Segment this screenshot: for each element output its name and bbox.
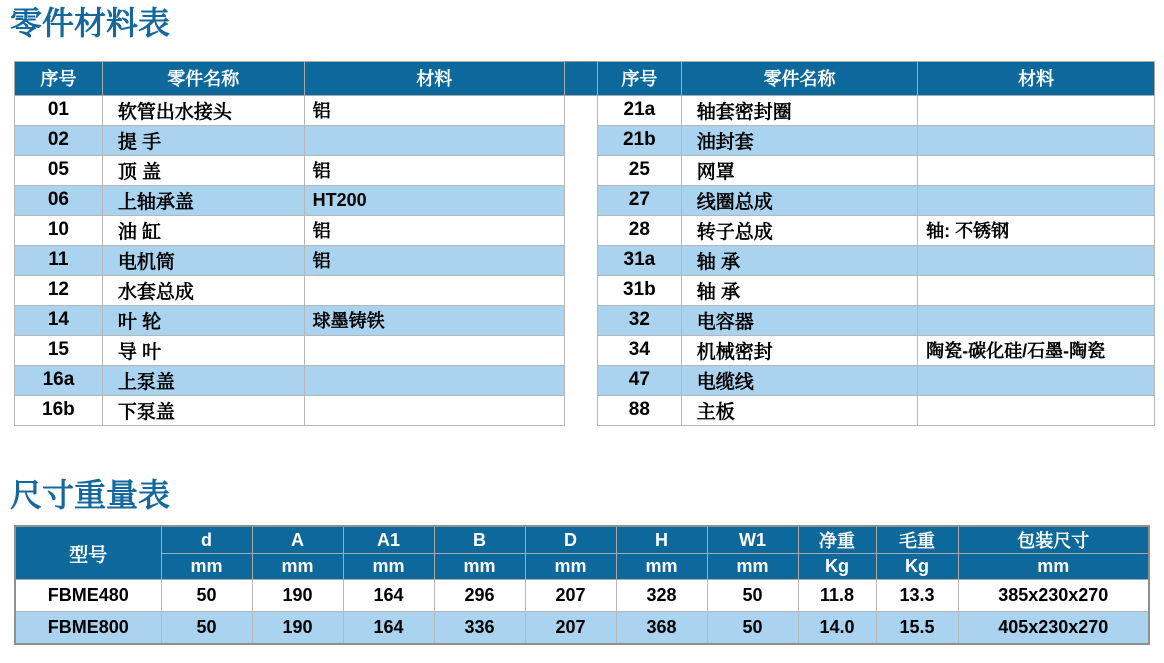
part-name: 轴 承: [681, 275, 917, 305]
col-header-net-weight: 净重: [798, 526, 876, 554]
value-net-weight: 11.8: [798, 580, 876, 612]
col-header-name: 零件名称: [681, 61, 917, 95]
col-header-no: 序号: [597, 61, 681, 95]
unit-H: mm: [616, 554, 707, 580]
parts-table-title: 零件材料表: [10, 5, 171, 41]
header-row: [597, 61, 1154, 95]
part-name: 线圈总成: [681, 185, 917, 215]
part-name: 主板: [681, 395, 917, 425]
size-weight-table: [14, 525, 1150, 645]
header-row-labels: [15, 526, 1149, 554]
part-no: 34: [597, 335, 681, 365]
value-W1: 50: [707, 612, 798, 645]
value-A1: 164: [343, 612, 434, 645]
part-no: 21a: [597, 95, 681, 125]
part-no: 88: [597, 395, 681, 425]
unit-A1: mm: [343, 554, 434, 580]
part-no: 25: [597, 155, 681, 185]
col-header-no: 序号: [15, 61, 103, 95]
table-row: [597, 305, 1154, 335]
unit-W1: mm: [707, 554, 798, 580]
table-row: [597, 95, 1154, 125]
part-name: 水套总成: [102, 275, 304, 305]
part-material: [918, 95, 1155, 125]
part-no: 27: [597, 185, 681, 215]
part-name: 电缆线: [681, 365, 917, 395]
part-no: 31b: [597, 275, 681, 305]
part-no: 12: [15, 275, 103, 305]
parts-table-right: [597, 61, 1155, 426]
part-no: 47: [597, 365, 681, 395]
value-package-size: 385x230x270: [958, 580, 1149, 612]
value-D: 207: [525, 580, 616, 612]
model-name: FBME800: [15, 612, 161, 645]
value-W1: 50: [707, 580, 798, 612]
part-name: 轴 承: [681, 245, 917, 275]
part-material: 陶瓷-碳化硅/石墨-陶瓷: [918, 335, 1155, 365]
part-name: 电容器: [681, 305, 917, 335]
size-weight-table-title: 尺寸重量表: [10, 476, 171, 513]
part-name: 油 缸: [102, 215, 304, 245]
value-package-size: 405x230x270: [958, 612, 1149, 645]
part-name: 机械密封: [681, 335, 917, 365]
value-d: 50: [161, 580, 252, 612]
part-name: 网罩: [681, 155, 917, 185]
part-name: 上泵盖: [102, 365, 304, 395]
table-row: [15, 275, 565, 305]
value-d: 50: [161, 612, 252, 645]
part-no: 28: [597, 215, 681, 245]
table-row: [15, 395, 565, 425]
table-row: [597, 275, 1154, 305]
table-gap-spacer: [565, 61, 597, 426]
table-row: [15, 125, 565, 155]
part-material: 铝: [304, 95, 564, 125]
col-header-A: A: [252, 526, 343, 554]
part-material: [918, 245, 1155, 275]
value-gross-weight: 13.3: [876, 580, 958, 612]
part-material: [304, 365, 564, 395]
value-A: 190: [252, 612, 343, 645]
part-no: 14: [15, 305, 103, 335]
part-material: [918, 305, 1155, 335]
unit-package-size: mm: [958, 554, 1149, 580]
col-header-B: B: [434, 526, 525, 554]
part-material: [918, 155, 1155, 185]
part-material: [304, 395, 564, 425]
part-material: [918, 185, 1155, 215]
table-row: [15, 155, 565, 185]
table-row: [15, 612, 1149, 645]
part-material: 球墨铸铁: [304, 305, 564, 335]
parts-material-tables: [14, 61, 1155, 426]
table-row: [597, 155, 1154, 185]
part-no: 15: [15, 335, 103, 365]
table-gap-spacer-header: [565, 61, 597, 96]
col-header-name: 零件名称: [102, 61, 304, 95]
value-net-weight: 14.0: [798, 612, 876, 645]
table-row: [597, 335, 1154, 365]
part-no: 31a: [597, 245, 681, 275]
table-row: [597, 185, 1154, 215]
part-material: HT200: [304, 185, 564, 215]
value-H: 368: [616, 612, 707, 645]
part-no: 32: [597, 305, 681, 335]
value-B: 336: [434, 612, 525, 645]
table-row: [597, 395, 1154, 425]
col-header-material: 材料: [918, 61, 1155, 95]
unit-d: mm: [161, 554, 252, 580]
value-D: 207: [525, 612, 616, 645]
table-row: [15, 335, 565, 365]
part-material: [304, 275, 564, 305]
value-B: 296: [434, 580, 525, 612]
col-header-W1: W1: [707, 526, 798, 554]
parts-table-left: [14, 61, 565, 426]
part-material: [918, 365, 1155, 395]
table-row: [15, 245, 565, 275]
table-row: [597, 125, 1154, 155]
unit-A: mm: [252, 554, 343, 580]
value-H: 328: [616, 580, 707, 612]
value-A1: 164: [343, 580, 434, 612]
part-no: 16a: [15, 365, 103, 395]
part-name: 提 手: [102, 125, 304, 155]
part-material: 铝: [304, 245, 564, 275]
part-no: 10: [15, 215, 103, 245]
part-name: 下泵盖: [102, 395, 304, 425]
table-row: [597, 215, 1154, 245]
table-row: [597, 245, 1154, 275]
col-header-A1: A1: [343, 526, 434, 554]
part-material: [918, 395, 1155, 425]
value-A: 190: [252, 580, 343, 612]
part-material: 铝: [304, 155, 564, 185]
unit-gross-weight: Kg: [876, 554, 958, 580]
part-name: 上轴承盖: [102, 185, 304, 215]
part-name: 导 叶: [102, 335, 304, 365]
table-row: [15, 305, 565, 335]
part-no: 01: [15, 95, 103, 125]
col-header-gross-weight: 毛重: [876, 526, 958, 554]
value-gross-weight: 15.5: [876, 612, 958, 645]
part-name: 转子总成: [681, 215, 917, 245]
col-header-H: H: [616, 526, 707, 554]
part-no: 05: [15, 155, 103, 185]
col-header-D: D: [525, 526, 616, 554]
header-row-units: [15, 554, 1149, 580]
part-name: 油封套: [681, 125, 917, 155]
table-row: [15, 185, 565, 215]
part-no: 16b: [15, 395, 103, 425]
table-row: [15, 95, 565, 125]
part-material: [918, 275, 1155, 305]
part-name: 叶 轮: [102, 305, 304, 335]
model-name: FBME480: [15, 580, 161, 612]
part-name: 电机筒: [102, 245, 304, 275]
unit-net-weight: Kg: [798, 554, 876, 580]
part-material: 铝: [304, 215, 564, 245]
col-header-d: d: [161, 526, 252, 554]
col-header-package-size: 包装尺寸: [958, 526, 1149, 554]
table-row: [597, 365, 1154, 395]
header-row: [15, 61, 565, 95]
part-material: [918, 125, 1155, 155]
part-name: 软管出水接头: [102, 95, 304, 125]
part-no: 02: [15, 125, 103, 155]
unit-D: mm: [525, 554, 616, 580]
table-row: [15, 365, 565, 395]
part-name: 顶 盖: [102, 155, 304, 185]
part-no: 21b: [597, 125, 681, 155]
part-no: 11: [15, 245, 103, 275]
col-header-material: 材料: [304, 61, 564, 95]
part-material: [304, 335, 564, 365]
part-material: 轴: 不锈钢: [918, 215, 1155, 245]
part-no: 06: [15, 185, 103, 215]
table-row: [15, 215, 565, 245]
part-name: 轴套密封圈: [681, 95, 917, 125]
unit-B: mm: [434, 554, 525, 580]
col-header-model: 型号: [15, 526, 161, 580]
part-material: [304, 125, 564, 155]
table-row: [15, 580, 1149, 612]
